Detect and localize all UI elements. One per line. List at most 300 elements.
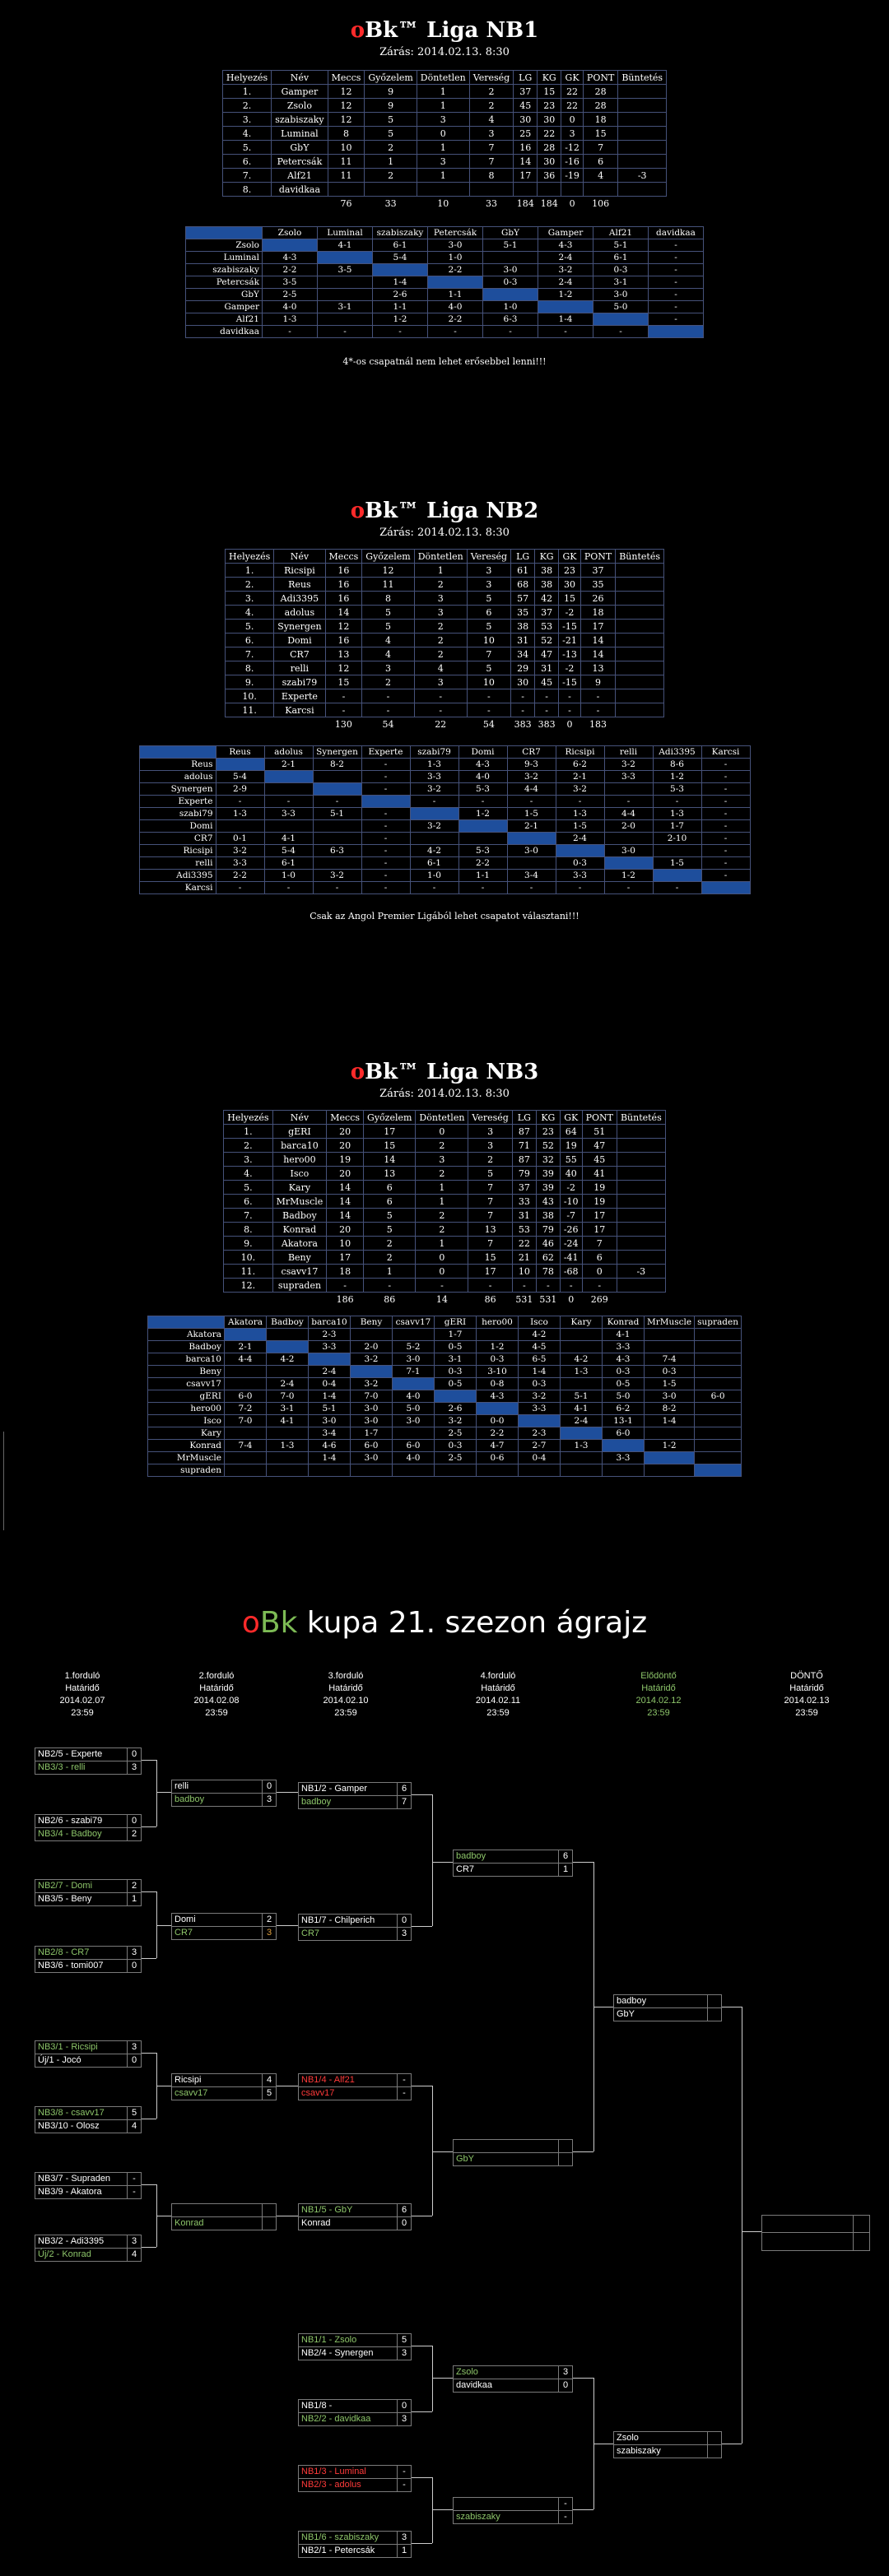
nb1-matrix-cell: 1-2 [373,313,428,326]
nb3-totals-cell: 86 [484,1293,496,1305]
cup-r3-match-team-name: NB1/6 - szabiszaky [301,2532,379,2542]
nb1-header-cell: Győzelem [365,71,417,85]
nb1-matrix-cell: 2-4 [538,252,593,264]
nb2-standings-cell: 7 [467,647,510,661]
nb3-matrix-cell: 7-2 [225,1403,267,1415]
cup-r1-match-team-row [35,1748,142,1761]
nb3-standings-cell: 3 [416,1153,468,1167]
nb2-matrix-cell: 2-4 [556,833,604,845]
nb2-standings-cell: - [511,689,535,703]
nb3-matrix-diagonal [393,1378,435,1390]
nb3-header-cell: KG [536,1111,560,1125]
cup-r2-match-team-name: CR7 [175,1928,193,1938]
nb1-matrix-row-header: GbY [186,289,263,301]
nb1-standings-cell: 22 [538,127,561,141]
nb2-standings-cell: 16 [325,564,362,578]
nb2-standings-row [226,564,664,578]
nb1-matrix-cell: 2-2 [263,264,318,276]
nb2-closing: Zárás: 2014.02.13. 8:30 [379,527,510,539]
bracket-line [432,2086,433,2216]
nb1-matrix-cell: 6-1 [373,239,428,252]
nb3-standings-cell: 10 [512,1265,536,1279]
nb1-matrix-diagonal [373,264,428,276]
nb2-standings-cell [616,647,664,661]
nb1-standings-cell: 12 [328,85,365,99]
nb2-standings-cell: 35 [580,578,615,592]
nb3-matrix-cell: 3-0 [351,1415,393,1427]
nb1-standings-cell [561,183,584,197]
nb1-standings-cell: 15 [583,127,617,141]
nb3-totals-cell: 14 [435,1293,448,1305]
nb3-standings-cell: - [364,1279,416,1293]
nb2-standings-cell: 1. [226,564,274,578]
nb1-matrix-cell: - [649,313,704,326]
nb1-matrix-col-header: Alf21 [593,227,649,239]
cup-r3-match-team-row [298,2531,412,2545]
cup-r1-match-team-name: NB3/9 - Akatora [38,2187,102,2197]
nb3-matrix-col-header: Beny [351,1316,393,1329]
nb2-standings-cell: 37 [580,564,615,578]
nb2-matrix-row-header: CR7 [139,833,216,845]
cup-r3-match-team-name: NB1/4 - Alf21 [301,2075,355,2085]
nb3-matrix-cell: 1-4 [309,1390,351,1403]
cup-r3-match-team-score: - [397,2466,411,2478]
nb3-matrix-cell: 7-0 [225,1415,267,1427]
nb1-matrix-cell: - [649,239,704,252]
nb1-standings-cell: 28 [538,141,561,155]
nb1-matrix-cell: - [538,326,593,338]
nb3-standings-cell: barca10 [272,1139,327,1153]
nb3-matrix-cell: 2-4 [561,1415,603,1427]
cup-r4-match-team-row [453,2511,573,2524]
nb3-standings-cell: 17 [364,1125,416,1139]
nb3-standings-cell: 55 [560,1153,582,1167]
nb3-standings-cell: 15 [364,1139,416,1153]
nb2-standings-cell: 30 [559,578,581,592]
nb3-matrix-cell: 4-0 [393,1390,435,1403]
nb1-standings-cell: 30 [538,155,561,169]
nb1-matrix-col-header: davidkaa [649,227,704,239]
cup-r2-match [171,1780,277,1807]
nb1-standings-cell: 9 [365,99,417,113]
cup-r1-match [35,2235,142,2262]
nb1-matrix-diagonal [649,326,704,338]
nb3-matrix-cell: 4-0 [393,1452,435,1464]
nb2-standings-cell: - [467,703,510,717]
nb2-standings-cell: - [362,689,414,703]
nb3-standings-cell: 5 [468,1167,512,1181]
cup-r1-match [35,2040,142,2068]
cup-round-header [605,1670,712,1720]
nb1-standings-cell [365,183,417,197]
nb3-standings-cell: 46 [536,1237,560,1251]
nb3-standings-cell: MrMuscle [272,1195,327,1209]
nb1-standings-cell: -12 [561,141,584,155]
nb3-standings-cell: 0 [416,1125,468,1139]
nb3-matrix-cell: 0-6 [477,1452,519,1464]
nb3-standings-cell: 7 [468,1209,512,1223]
cup-r1-match [35,1748,142,1775]
cup-r1-match-team-row [35,2040,142,2054]
nb1-matrix-row [186,276,704,289]
nb1-standings-cell [538,183,561,197]
nb1-title: oBk™ Liga NB1 [350,18,539,43]
cup-r1-match-team-score: 3 [127,1947,141,1959]
nb2-matrix-cell: 5-1 [313,808,361,820]
bracket-line [142,2247,156,2248]
nb1-standings-cell: 28 [583,85,617,99]
nb1-standings-cell: -16 [561,155,584,169]
nb1-matrix-cell: 5-4 [373,252,428,264]
cup-r2-match-team-name: csavv17 [175,2088,208,2098]
nb3-standings-cell: 17 [582,1223,617,1237]
cup-r2-match-team-name: relli [175,1781,189,1791]
nb3-standings-cell: 2 [416,1223,468,1237]
nb3-matrix-cell: 0-3 [645,1366,695,1378]
cup-r1-match-team-score: 1 [127,1893,141,1905]
nb3-matrix-cell: 5-0 [603,1390,645,1403]
cup-r2-match-team-score: 4 [262,2074,276,2086]
nb2-standings-cell: 4 [414,661,467,675]
nb1-matrix-row-header: szabiszaky [186,264,263,276]
nb3-standings-row [224,1195,665,1209]
cup-r4-match-team-score [558,2140,572,2152]
nb1-matrix-cell: 6-1 [593,252,649,264]
nb2-standings-cell: 12 [362,564,414,578]
nb2-standings-table [225,549,664,731]
nb3-matrix-cell [645,1427,695,1440]
nb3-matrix-cell: 2-3 [309,1329,351,1341]
nb2-matrix-row-header: Adi3395 [139,870,216,882]
nb3-matrix-cell [561,1329,603,1341]
nb2-matrix-cell: - [701,857,750,870]
nb3-standings-cell: 6. [224,1195,272,1209]
nb2-matrix-diagonal [701,882,750,894]
cup-r1-match-team-row [35,2249,142,2262]
nb3-matrix-cell: 5-2 [393,1341,435,1353]
nb1-matrix-cell: 5-1 [593,239,649,252]
nb2-matrix-cell: 3-2 [216,845,264,857]
nb2-matrix-row-header: Karcsi [139,882,216,894]
nb3-matrix-cell: 3-1 [435,1353,477,1366]
nb2-matrix-cell: 6-1 [264,857,313,870]
nb2-matrix-col-header: Adi3395 [653,746,701,759]
nb1-standings-cell [618,85,667,99]
nb2-matrix-cell: - [604,882,653,894]
nb3-matrix-cell: 0-8 [477,1378,519,1390]
nb3-totals-cell [272,1293,327,1307]
nb3-standings-cell: - [327,1279,364,1293]
nb3-matrix-cell [695,1378,742,1390]
nb3-standings-cell: 31 [512,1209,536,1223]
nb3-matrix-row [148,1329,742,1341]
nb2-matrix-cell: - [361,857,410,870]
nb2-matrix-cell: 3-0 [507,845,556,857]
nb1-standings-cell [417,183,469,197]
nb3-matrix-col-header: csavv17 [393,1316,435,1329]
bracket-line [573,2509,593,2510]
nb2-matrix-cell: 3-2 [556,783,604,796]
cup-r3-match-team-row [298,1782,412,1796]
nb2-matrix-col-header: CR7 [507,746,556,759]
nb3-matrix-diagonal [695,1464,742,1477]
nb1-matrix-cell: 1-2 [538,289,593,301]
nb1-standings-cell: -19 [561,169,584,183]
nb2-totals-row [226,717,664,731]
cup-r3-match-team-name: NB1/5 - GbY [301,2205,353,2215]
nb3-matrix-cell: 7-0 [351,1390,393,1403]
cup-r4-match-team-name: CR7 [456,1864,475,1874]
nb3-standings-cell: 87 [512,1125,536,1139]
nb1-standings-cell: 4 [469,113,513,127]
nb3-standings-cell [617,1279,665,1293]
nb3-standings-cell: - [560,1279,582,1293]
nb1-standings-cell: Alf21 [272,169,328,183]
nb3-totals-cell: 0 [568,1293,575,1305]
cup-r4-match-team-row [453,2139,573,2153]
nb2-matrix-cell: 1-0 [264,870,313,882]
cup-sf-match-team-score [707,2008,721,2021]
nb2-matrix-diagonal [410,808,458,820]
cup-r4-match-team-name: szabiszaky [456,2512,500,2522]
nb3-matrix-row-header: Badboy [148,1341,225,1353]
nb3-standings-cell: 12. [224,1279,272,1293]
cup-r1-match [35,2106,142,2133]
nb1-matrix-col-header: Zsolo [263,227,318,239]
nb2-matrix-cell: 3-2 [507,771,556,783]
nb1-matrix-diagonal [593,313,649,326]
cup-r4-match-team-name [454,2140,558,2152]
nb2-standings-cell: 9 [580,675,615,689]
nb1-matrix-row [186,264,704,276]
cup-r1-match [35,1879,142,1906]
nb2-matrix-cell: 3-2 [410,783,458,796]
nb2-standings-cell: 16 [325,578,362,592]
nb3-matrix-cell: 4-2 [561,1353,603,1366]
nb3-standings-cell: -3 [617,1265,665,1279]
nb3-matrix-col-header: MrMuscle [645,1316,695,1329]
nb3-title: oBk™ Liga NB3 [350,1060,539,1084]
nb2-standings-cell: 34 [511,647,535,661]
nb3-matrix-cell: 4-4 [225,1353,267,1366]
nb2-matrix-diagonal [507,833,556,845]
nb1-standings-cell: 15 [538,85,561,99]
nb2-matrix-cell: - [701,808,750,820]
nb2-header-cell: Helyezés [226,550,274,564]
nb3-standings-cell: 7 [468,1195,512,1209]
nb2-matrix-row [139,808,750,820]
nb1-matrix-cell: 1-1 [373,301,428,313]
nb3-standings-cell: 9. [224,1237,272,1251]
cup-r2-match-team-name [172,2204,262,2216]
nb2-title: oBk™ Liga NB2 [350,499,539,523]
cup-r3-match-team-score: 7 [397,1796,411,1808]
nb3-standings-cell: - [416,1279,468,1293]
nb1-totals-cell: 10 [437,197,449,209]
nb3-matrix-cell [393,1464,435,1477]
nb1-standings-cell [618,183,667,197]
cup-r1-match-team-name: NB2/6 - szabi79 [38,1816,103,1826]
cup-r1-match-team-name: NB3/10 - Olosz [38,2121,100,2131]
nb3-standings-cell: 17 [327,1251,364,1265]
cup-r1-match-team-score: 4 [127,2120,141,2133]
nb3-matrix-row [148,1403,742,1415]
nb1-standings-cell: 3. [222,113,271,127]
cup-r1-match-team-score: - [127,2186,141,2198]
nb1-matrix-row [186,252,704,264]
nb3-matrix-cell: 4-7 [477,1440,519,1452]
nb2-matrix-cell: - [410,882,458,894]
nb1-standings-cell [328,183,365,197]
cup-r4-match [453,1850,573,1877]
cup-r1-match-team-name: Új/1 - Jocó [38,2055,81,2065]
nb3-header-cell: PONT [582,1111,617,1125]
nb3-totals-cell [224,1293,272,1307]
nb3-standings-cell: 71 [512,1139,536,1153]
cup-r4-match-team-row [453,2153,573,2166]
nb2-standings-cell: - [535,703,559,717]
cup-r4-match [453,2365,573,2393]
nb2-standings-cell: 5. [226,620,274,634]
nb2-matrix-cell [604,783,653,796]
nb3-standings-row [224,1279,665,1293]
nb2-standings-cell: 3 [362,661,414,675]
nb1-matrix-cell: - [649,264,704,276]
nb3-standings-cell [617,1167,665,1181]
cup-r1-match-team-score: 4 [127,2249,141,2261]
nb1-totals-cell: 76 [340,197,352,209]
nb3-standings-cell [617,1181,665,1195]
nb2-header-cell: Büntetés [616,550,664,564]
cup-r1-match [35,1946,142,1973]
nb3-matrix-cell: 3-0 [351,1452,393,1464]
nb2-header-row [226,550,664,564]
nb2-standings-cell [616,703,664,717]
nb3-results-matrix [147,1316,742,1477]
nb3-matrix-corner [148,1316,225,1329]
nb2-standings-cell: 38 [535,578,559,592]
nb3-standings-cell [617,1139,665,1153]
bracket-line [142,1826,156,1827]
cup-r1-match-team-name: NB2/8 - CR7 [38,1947,90,1957]
cup-r3-match-team-score: - [397,2479,411,2491]
cup-r1-match-team-name: NB3/1 - Ricsipi [38,2042,98,2052]
nb1-standings-cell: 2. [222,99,271,113]
nb1-matrix-cell: 2-4 [538,276,593,289]
nb2-matrix-cell: - [361,783,410,796]
nb3-matrix-cell: 4-5 [519,1341,561,1353]
nb3-matrix-cell: 7-4 [645,1353,695,1366]
nb3-matrix-row [148,1390,742,1403]
nb3-standings-cell: -68 [560,1265,582,1279]
nb2-matrix-cell: 1-5 [653,857,701,870]
nb3-standings-cell: Akatora [272,1237,327,1251]
nb2-standings-cell: 10 [467,634,510,647]
nb2-matrix-cell: - [507,796,556,808]
nb2-matrix-cell: - [264,882,313,894]
nb1-standings-row [222,85,666,99]
nb3-standings-cell: 5. [224,1181,272,1195]
nb3-standings-cell: 20 [327,1223,364,1237]
nb2-standings-row [226,689,664,703]
nb3-totals-cell [617,1293,665,1307]
nb1-matrix-cell: - [428,326,483,338]
nb2-standings-cell: 12 [325,661,362,675]
nb3-matrix-col-header: Akatora [225,1316,267,1329]
nb3-standings-cell: 51 [582,1125,617,1139]
nb2-matrix-cell: 6-3 [313,845,361,857]
nb1-standings-cell: 8 [328,127,365,141]
nb1-matrix-cell [318,289,373,301]
nb2-standings-cell: 3 [414,675,467,689]
nb1-standings-row [222,169,666,183]
cup-r3-match [298,2203,412,2230]
nb2-header-cell: Vereség [467,550,510,564]
nb2-matrix-cell: - [701,870,750,882]
cup-round-date: 2014.02.12 [635,1696,682,1706]
nb1-standings-cell: 5. [222,141,271,155]
cup-r3-match-team-name: NB1/3 - Luminal [301,2467,366,2476]
nb3-matrix-row-header: Beny [148,1366,225,1378]
nb3-matrix-col-header: Isco [519,1316,561,1329]
nb2-matrix-cell: 4-0 [458,771,507,783]
nb2-standings-cell: 38 [535,564,559,578]
nb2-totals-cell: 22 [435,718,447,730]
nb2-standings-cell: 13 [580,661,615,675]
nb2-matrix-cell: 3-2 [604,759,653,771]
nb2-standings-cell: Experte [274,689,325,703]
nb2-standings-cell: - [467,689,510,703]
nb3-standings-cell: 17 [468,1265,512,1279]
nb3-matrix-cell: 6-0 [695,1390,742,1403]
nb3-matrix-cell: 2-4 [309,1366,351,1378]
nb2-matrix-cell: 4-4 [507,783,556,796]
nb3-matrix-cell: 6-5 [519,1353,561,1366]
nb3-matrix-header-row [148,1316,742,1329]
nb2-matrix-row-header: Experte [139,796,216,808]
nb3-matrix-cell: 1-7 [351,1427,393,1440]
cup-round-label: Határidő [641,1683,676,1693]
nb2-matrix-cell: 2-1 [556,771,604,783]
nb1-matrix-cell: - [263,326,318,338]
cup-r3-match-team-score: 6 [397,1783,411,1795]
nb3-matrix-cell: 1-2 [645,1440,695,1452]
nb1-matrix-cell: 1-4 [538,313,593,326]
nb2-standings-cell: -21 [559,634,581,647]
bracket-line [156,1760,157,1826]
nb1-standings-cell: 2 [469,85,513,99]
nb1-standings-cell: 4 [583,169,617,183]
nb2-matrix-cell [313,820,361,833]
cup-r2-match-team-name: Konrad [175,2218,204,2228]
nb3-standings-cell: 5 [364,1209,416,1223]
nb2-standings-cell: 12 [325,620,362,634]
cup-round-time: 23:59 [71,1708,94,1718]
nb2-matrix-row [139,796,750,808]
nb1-matrix-cell: 5-1 [483,239,538,252]
nb2-standings-cell: szabi79 [274,675,325,689]
nb1-matrix-row [186,313,704,326]
nb2-matrix-cell: 1-2 [653,771,701,783]
nb3-standings-cell: 19 [582,1181,617,1195]
nb2-matrix-cell: 9-3 [507,759,556,771]
nb1-standings-cell: 22 [561,99,584,113]
nb1-standings-cell: Gamper [272,85,328,99]
bracket-line [156,1792,171,1793]
cup-r3-match-team-score: 3 [397,2532,411,2544]
nb1-standings-cell: 8. [222,183,271,197]
cup-r4-match [453,2139,573,2166]
